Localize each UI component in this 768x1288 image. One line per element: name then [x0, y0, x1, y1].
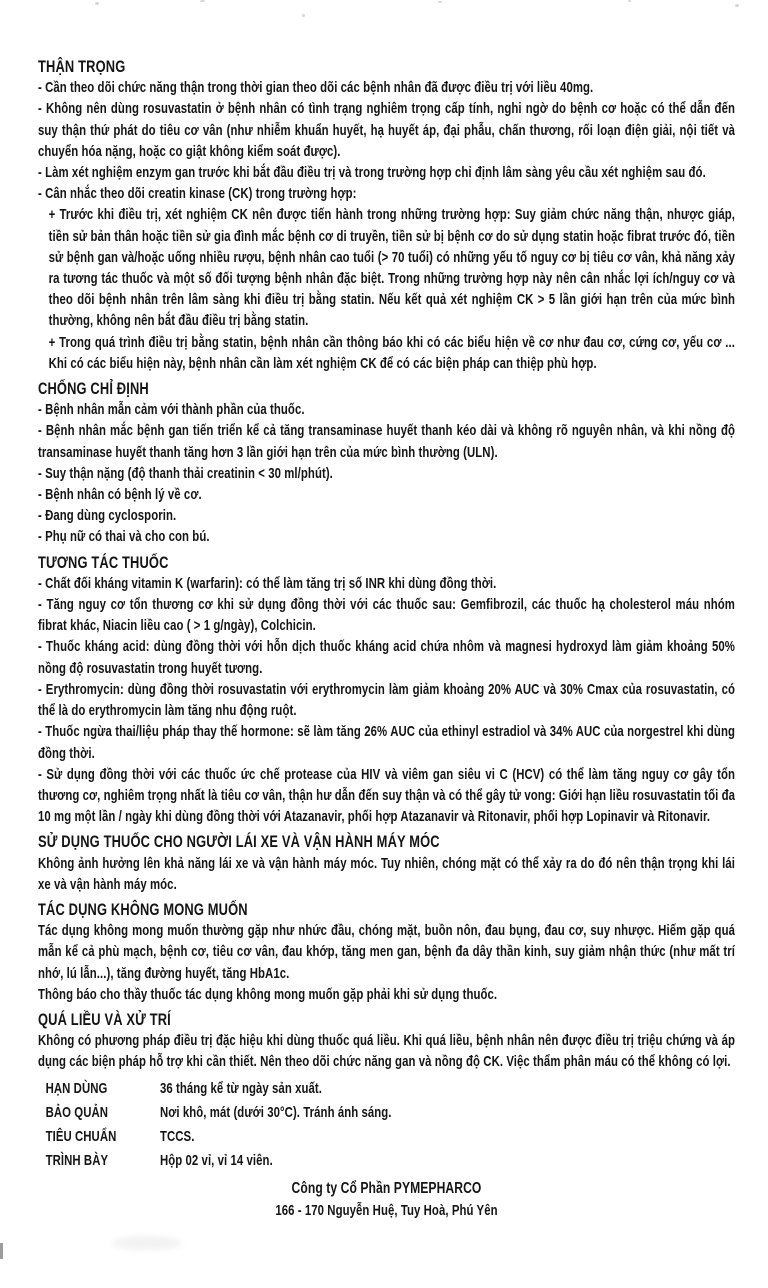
- scan-speck: [628, 0, 631, 2]
- section-heading: THẬN TRỌNG: [38, 57, 126, 76]
- paragraph: - Bệnh nhân mẫn cảm với thành phần của thuốc.: [38, 401, 305, 419]
- storage-row: [38, 1125, 735, 1149]
- paragraph: - Chất đối kháng vitamin K (warfarin): có thể làm tăng trị số INR khi dùng đồng thời.: [38, 574, 497, 592]
- paragraph: - Sử dụng đồng thời với các thuốc ức chế protease của HIV và viêm gan siêu vi C (HCV) có thể làm tăng nguy cơ gây tổn thương cơ, nghiêm trọng nhất là tiêu cơ vân, thận hư dẫn đến suy thận và có thể gây tử vong: Giới hạn liều rosuvastatin tối đa 10 mg một lần / ngày khi dùng đồng thời với Atazanavir, phối hợp Atazanavir và Ritonavir, phối hợp Lopinavir và Ritonavir.: [38, 765, 735, 826]
- storage-row: [38, 1149, 735, 1173]
- paragraph: - Thuốc kháng acid: dùng đồng thời với hỗn dịch thuốc kháng acid chứa nhôm và magnesi hydroxyd làm giảm khoảng 50% nồng độ rosuvastatin trong huyết tương.: [38, 638, 735, 677]
- paragraph: Không ảnh hưởng lên khả năng lái xe và vận hành máy móc. Tuy nhiên, chóng mặt có thể xảy ra do đó nên thận trọng khi lái xe và vận hành máy móc.: [38, 854, 735, 893]
- section-heading: CHỐNG CHỈ ĐỊNH: [38, 379, 149, 399]
- paragraph: Tác dụng không mong muốn thường gặp như nhức đầu, chóng mặt, buồn nôn, đau bụng, đau cơ, suy nhược. Hiếm gặp quá mẫn kể cả phù mạch, bệnh cơ, tiêu cơ vân, đau khớp, tăng men gan, bệnh đa dây thần kinh, suy giảm nhận thức (như mất trí nhớ, lú lẫn...), tăng đường huyết, tăng HbA1c.: [38, 922, 735, 982]
- section-heading: TƯƠNG TÁC THUỐC: [38, 552, 169, 572]
- paragraph: Không có phương pháp điều trị đặc hiệu khi dùng thuốc quá liều. Khi quá liều, bệnh nhân nên được điều trị triệu chứng và áp dụng các biện pháp hỗ trợ khi cần thiết. Nên theo dõi chức năng gan và nồng độ CK. Việc thẩm phân máu có thể không có lợi.: [38, 1032, 735, 1071]
- section-heading: QUÁ LIỀU VÀ XỬ TRÍ: [38, 1009, 171, 1029]
- scan-edge-mark: [0, 1243, 3, 1259]
- storage-value: 36 tháng kể từ ngày sản xuất.: [159, 1079, 322, 1097]
- paragraph: - Đang dùng cyclosporin.: [38, 507, 177, 525]
- section-heading: SỬ DỤNG THUỐC CHO NGƯỜI LÁI XE VÀ VẬN HÀNH MÁY MÓC: [38, 832, 440, 852]
- scan-smudge: [112, 1236, 182, 1250]
- scan-speck: [95, 2, 99, 5]
- storage-row: [38, 1101, 735, 1125]
- storage-label: HẠN DÙNG: [45, 1079, 108, 1097]
- paragraph: - Tăng nguy cơ tổn thương cơ khi sử dụng đồng thời với các thuốc sau: Gemfibrozil, các thuốc hạ cholesterol máu nhóm fibrat khác, Niacin liều cao ( > 1 g/ngày), Colchicin.: [38, 596, 735, 635]
- section-heading: TÁC DỤNG KHÔNG MONG MUỐN: [38, 899, 248, 919]
- paragraph: - Suy thận nặng (độ thanh thải creatinin < 30 ml/phút).: [38, 464, 333, 482]
- paragraph: - Erythromycin: dùng đồng thời rosuvastatin với erythromycin làm giảm khoảng 20% AUC và 30% Cmax của rosuvastatin, có thể là do erythromycin làm tăng nhu động ruột.: [38, 680, 735, 720]
- storage-label: TIÊU CHUẨN: [45, 1127, 117, 1145]
- paragraph: - Làm xét nghiệm enzym gan trước khi bắt đầu điều trị và trong trường hợp chỉ định lâm sàng yêu cầu xét nghiệm sau đó.: [38, 164, 706, 182]
- paragraph: - Không nên dùng rosuvastatin ở bệnh nhân có tình trạng nghiêm trọng cấp tính, nghi ngờ do bệnh cơ hoặc có thể dẫn đến suy thận thứ phát do tiêu cơ vân (như nhiễm khuẩn huyết, hạ huyết áp, đại phẫu, chấn thương, rối loạn điện giải, nội tiết và chuyển hóa nặng, hoặc co giật không kiểm soát được).: [38, 100, 735, 160]
- storage-value: Nơi khô, mát (dưới 30°C). Tránh ánh sáng.: [159, 1103, 392, 1121]
- paragraph: - Cần theo dõi chức năng thận trong thời gian theo dõi các bệnh nhân đã được điều trị với liều 40mg.: [38, 79, 594, 97]
- storage-label: TRÌNH BÀY: [45, 1151, 109, 1169]
- scan-speck: [302, 14, 305, 17]
- company-name: Công ty Cổ Phần PYMEPHARCO: [291, 1179, 482, 1197]
- storage-value: Hộp 02 vỉ, vỉ 14 viên.: [159, 1151, 273, 1169]
- paragraph: - Phụ nữ có thai và cho con bú.: [38, 528, 210, 546]
- leaflet-body: [38, 52, 735, 1221]
- paragraph: - Cân nhắc theo dõi creatin kinase (CK) trong trường hợp:: [38, 185, 357, 203]
- paragraph: - Bệnh nhân có bệnh lý về cơ.: [38, 486, 202, 504]
- paragraph: + Trong quá trình điều trị bằng statin, bệnh nhân cần thông báo khi có các biểu hiện về cơ như đau cơ, cứng cơ, yếu cơ ... Khi có các biểu hiện này, bệnh nhân cần làm xét nghiệm CK để có các biện pháp can thiệp phù hợp.: [48, 333, 735, 372]
- scan-speck: [735, 4, 739, 7]
- paragraph: - Thuốc ngừa thai/liệu pháp thay thế hormone: sẽ làm tăng 26% AUC của ethinyl estradiol và 34% AUC của norgestrel khi dùng đồng thời.: [38, 723, 735, 762]
- manufacturer-footer: [38, 1177, 735, 1221]
- scan-speck: [200, 0, 205, 2]
- paragraph: Thông báo cho thầy thuốc tác dụng không mong muốn gặp phải khi sử dụng thuốc.: [38, 985, 498, 1003]
- company-address: 166 - 170 Nguyễn Huệ, Tuy Hoà, Phú Yên: [275, 1201, 498, 1219]
- storage-row: [38, 1077, 735, 1101]
- paragraph: + Trước khi điều trị, xét nghiệm CK nên được tiến hành trong những trường hợp: Suy giảm chức năng thận, nhược giáp, tiền sử bản thân hoặc tiền sử gia đình mắc bệnh cơ di truyền, tiền sử bị bệnh cơ do sử dụng statin hoặc fibrat trước đó, tiền sử bệnh gan và/hoặc uống nhiều rượu, bệnh nhân cao tuổi (> 70 tuổi) có những yếu tố nguy cơ bị tiêu cơ vân, khả năng xảy ra tương tác thuốc và một số đối tượng bệnh nhân đặc biệt. Trong những trường hợp này nên cân nhắc lợi ích/nguy cơ và theo dõi bệnh nhân trên lâm sàng khi điều trị bằng statin. Nếu kết quả xét nghiệm CK > 5 lần giới hạn trên của mức bình thường, không nên bắt đầu điều trị bằng statin.: [48, 206, 735, 330]
- storage-label: BẢO QUẢN: [45, 1103, 109, 1121]
- paragraph: - Bệnh nhân mắc bệnh gan tiến triển kể cả tăng transaminase huyết thanh kéo dài và không rõ nguyên nhân, và khi nồng độ transaminase huyết thanh tăng hơn 3 lần giới hạn trên của mức bình thường (ULN).: [38, 422, 735, 461]
- scan-speck: [438, 1, 442, 3]
- storage-value: TCCS.: [159, 1127, 195, 1145]
- storage-info: [38, 1077, 735, 1173]
